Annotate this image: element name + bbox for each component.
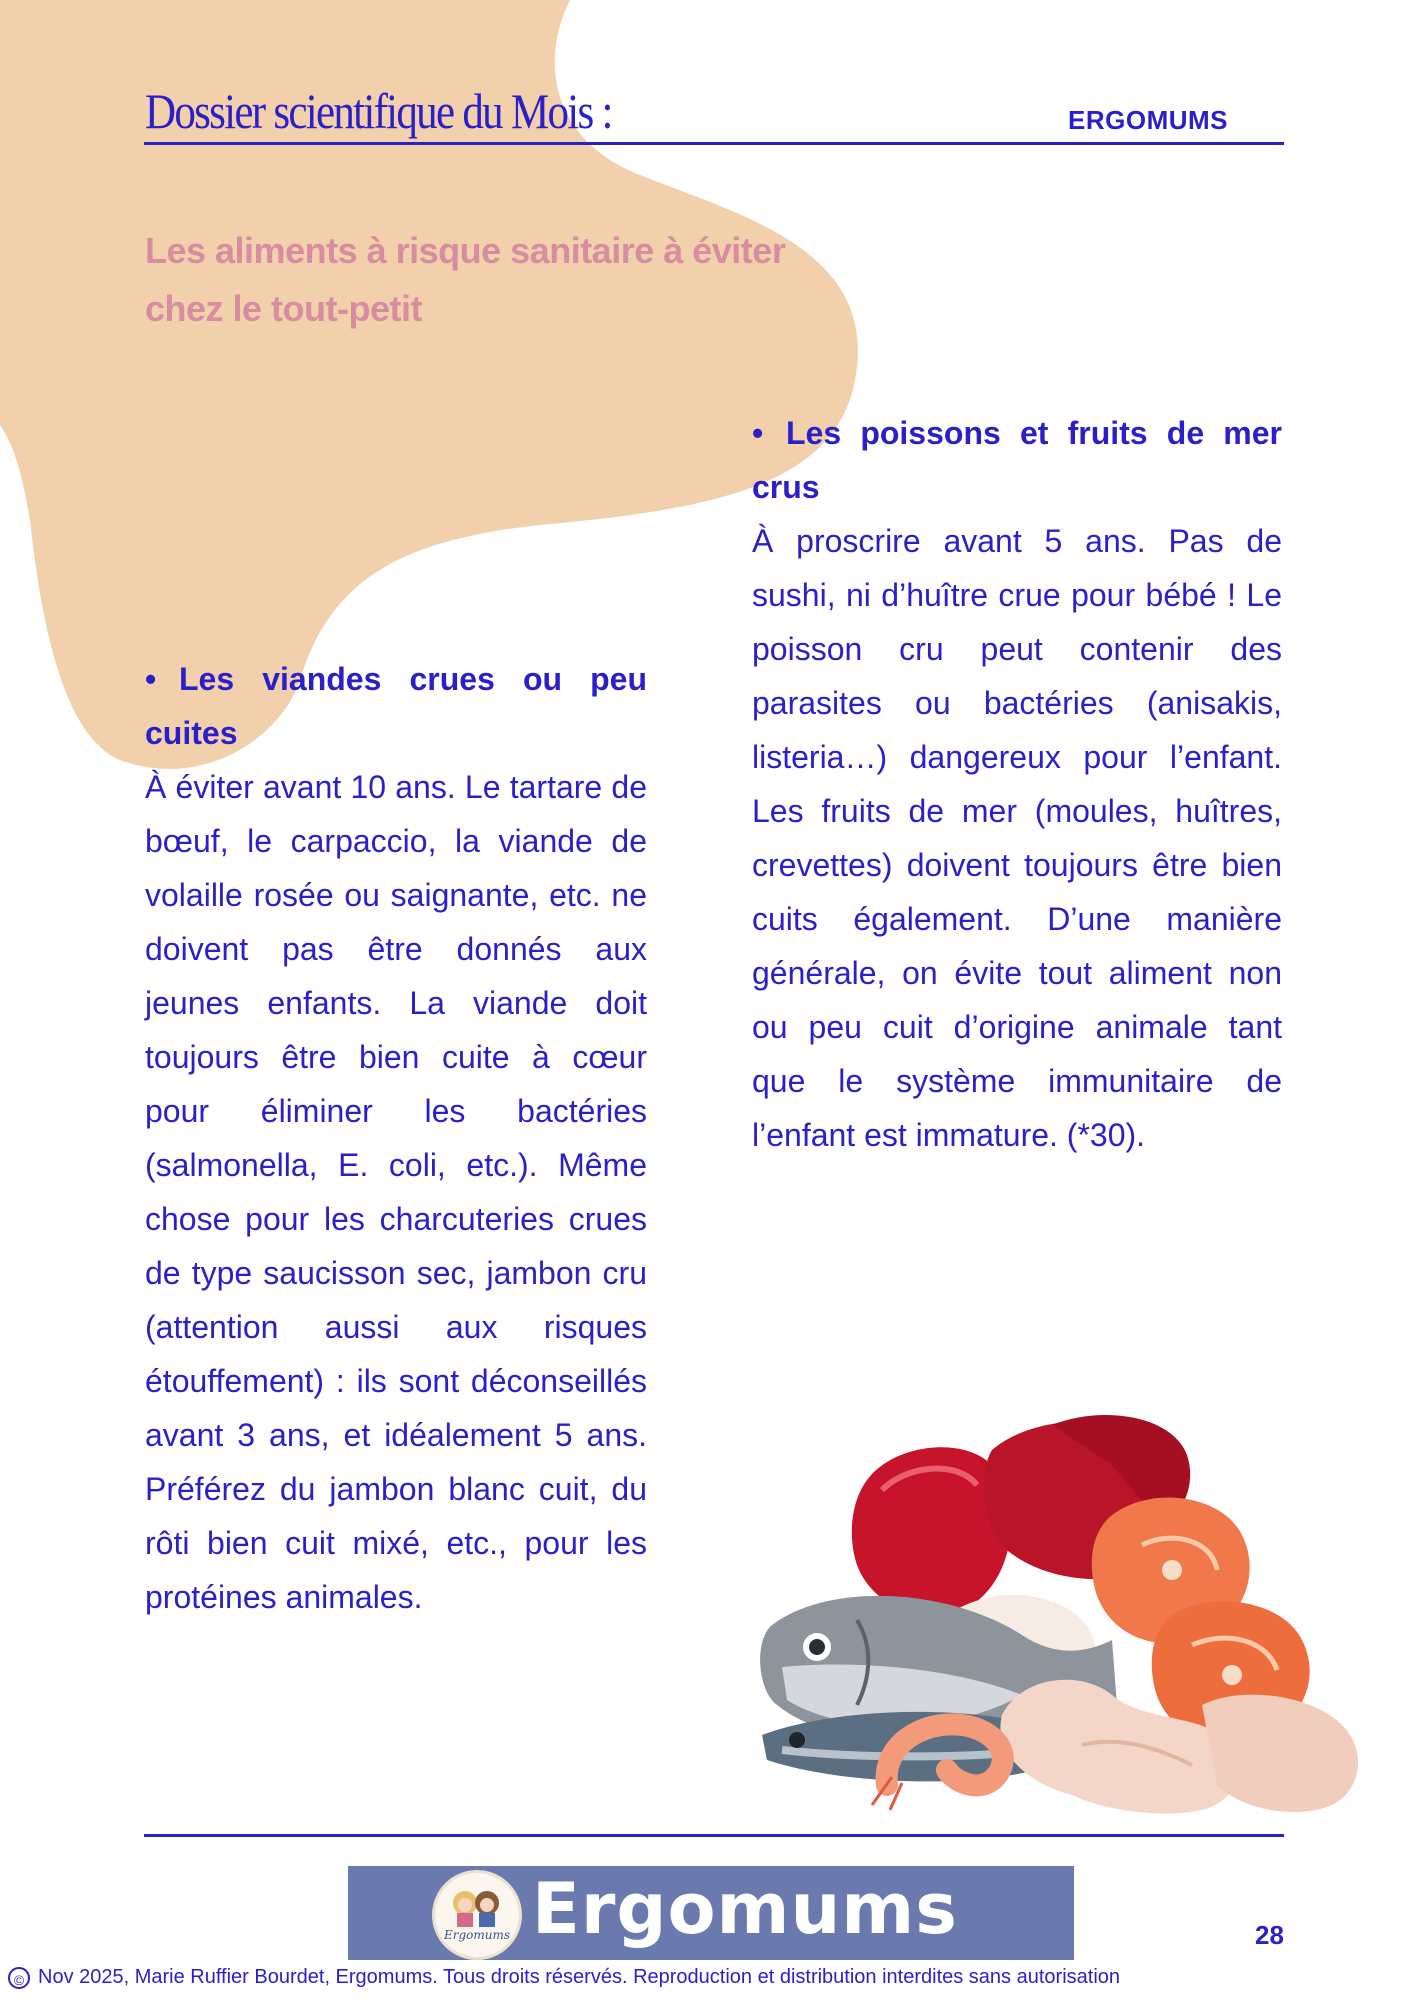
section-fish-heading: • Les poissons et fruits de mer crus xyxy=(752,406,1282,514)
copyright-notice xyxy=(8,1966,1120,1989)
copyright-text: Nov 2025, Marie Ruffier Bourdet, Ergomums. Tous droits réservés. Reproduction et distribution interdites sans autorisation xyxy=(38,1966,1121,1988)
logo-badge-text: Ergomums xyxy=(443,1928,511,1942)
raw-meat-fish-illustration xyxy=(722,1405,1372,1825)
ergomums-logo-text: Ergomums xyxy=(532,1868,958,1950)
section-meats-body: À éviter avant 10 ans. Le tartare de bœuf, le carpaccio, la viande de volaille rosée ou saignante, etc. ne doivent pas être donnés aux jeunes enfants. La viande doit toujours être bien cuite à cœur pour éliminer les bactéries (salmonella, E. coli, etc.). Même chose pour les charcuteries crues de type saucisson sec, jambon cru (attention aussi aux risques étouffement) : ils sont déconseillés avant 3 ans, et idéalement 5 ans. Préférez du jambon blanc cuit, du rôti bien cuit mixé, etc., pour les protéines animales. xyxy=(145,769,647,1615)
section-meats-heading: • Les viandes crues ou peu cuites xyxy=(145,652,647,760)
document-subtitle xyxy=(145,222,865,338)
bullet-icon: • xyxy=(752,415,764,451)
footer-rule xyxy=(144,1834,1284,1837)
ergomums-logo-badge xyxy=(432,1870,522,1960)
bullet-icon: • xyxy=(145,661,157,697)
subtitle-line-1: Les aliments à risque sanitaire à éviter xyxy=(145,230,786,271)
subtitle-line-2: chez le tout-petit xyxy=(145,288,422,329)
family-icon xyxy=(435,1873,519,1957)
section-fish xyxy=(752,406,1282,1162)
header-title: Dossier scientifique du Mois : xyxy=(145,83,612,139)
section-fish-body: À proscrire avant 5 ans. Pas de sushi, ni d’huître crue pour bébé ! Le poisson cru peut contenir des parasites ou bactéries (anisakis, listeria…) dangereux pour l’enfant. Les fruits de mer (moules, huîtres, crevettes) doivent toujours être bien cuits également. D’une manière générale, on évite tout aliment non ou peu cuit d’origine animale tant que le système immunitaire de l’enfant est immature. (*30). xyxy=(752,523,1282,1153)
copyright-icon: © xyxy=(8,1967,30,1989)
brand-label: ERGOMUMS xyxy=(1068,105,1228,135)
header-rule xyxy=(144,142,1284,145)
section-meats xyxy=(145,652,647,1624)
page-number: 28 xyxy=(1255,1920,1284,1950)
